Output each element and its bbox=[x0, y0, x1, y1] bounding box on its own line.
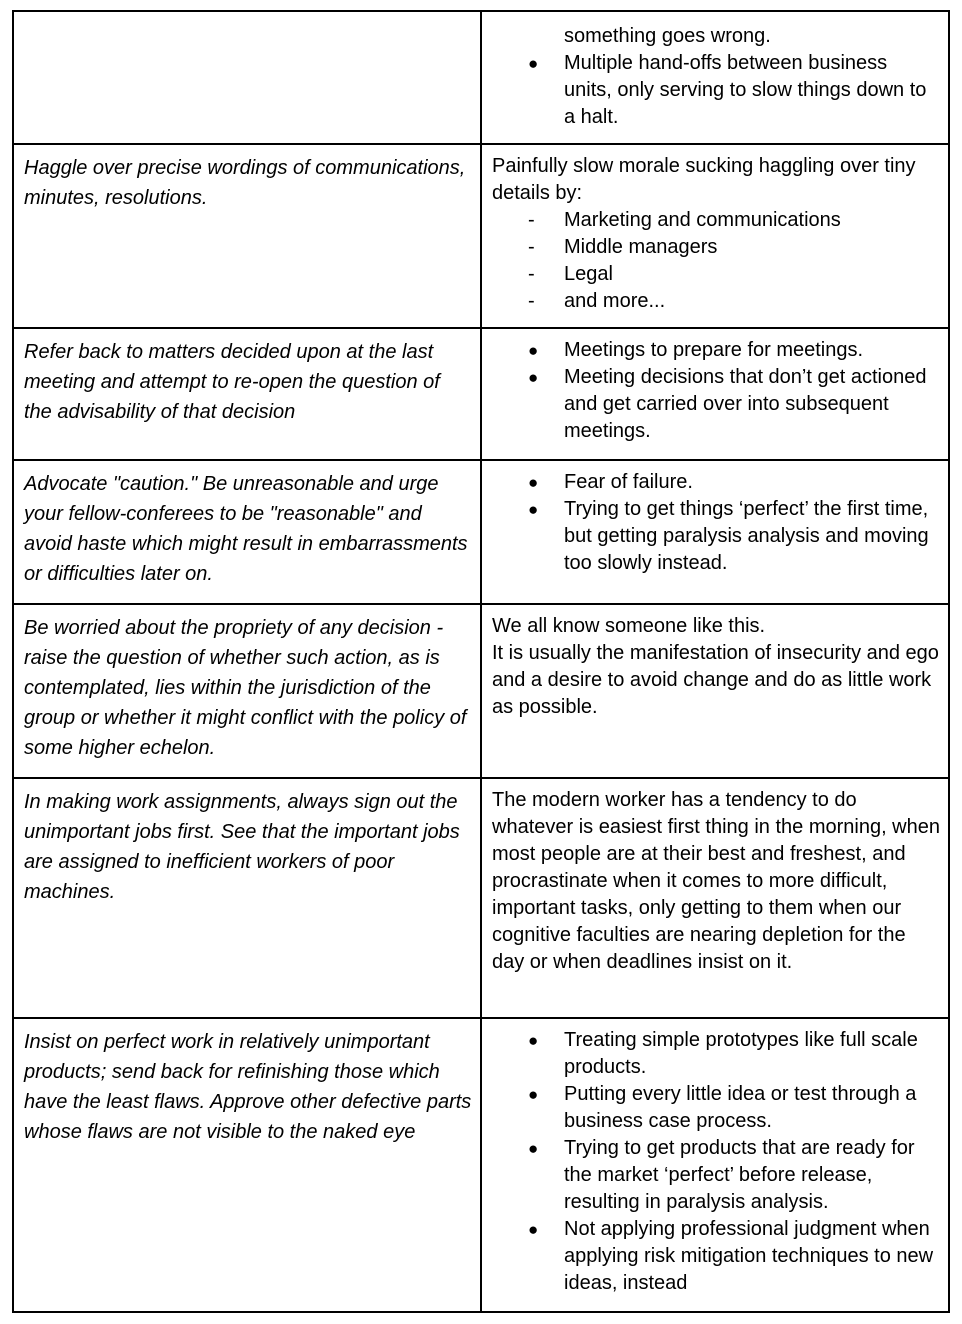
bullet-icon: ● bbox=[528, 54, 539, 73]
left-cell bbox=[13, 11, 481, 144]
left-text: In making work assignments, always sign out the unimportant jobs first. See that the important jobs are assigned to inefficient workers of poor machines. bbox=[24, 791, 460, 903]
list-item-text: Not applying professional judgment when applying risk mitigation techniques to new ideas, instead bbox=[564, 1218, 934, 1294]
list-item-text: Meeting decisions that don’t get actioned and get carried over into subsequent meetings. bbox=[564, 366, 927, 442]
right-line: We all know someone like this. bbox=[492, 615, 766, 637]
bullet-icon: ● bbox=[528, 473, 539, 492]
list-item-text: Putting every little idea or test through a business case process. bbox=[564, 1083, 917, 1132]
right-cell bbox=[481, 144, 949, 328]
bullet-list bbox=[492, 23, 940, 131]
bullet-icon: ● bbox=[528, 1139, 539, 1158]
bullet-list bbox=[492, 337, 940, 445]
list-item-text: Trying to get things ‘perfect’ the first time, but getting paralysis analysis and moving too slowly instead. bbox=[564, 498, 929, 574]
bullet-icon: ● bbox=[528, 341, 539, 360]
list-item-text: Legal bbox=[564, 263, 613, 285]
right-cell bbox=[481, 11, 949, 144]
left-cell bbox=[13, 328, 481, 460]
dash-icon: - bbox=[528, 263, 535, 285]
list-item bbox=[492, 23, 940, 50]
list-item-text: Marketing and communications bbox=[564, 209, 841, 231]
list-item bbox=[492, 1081, 940, 1135]
table-row bbox=[13, 144, 949, 328]
list-item bbox=[492, 234, 940, 261]
table-row bbox=[13, 11, 949, 144]
left-cell bbox=[13, 604, 481, 778]
left-cell bbox=[13, 778, 481, 1018]
bullet-icon: ● bbox=[528, 500, 539, 519]
left-text: Be worried about the propriety of any decision - raise the question of whether such action, as is contemplated, lies within the jurisdiction of the group or whether it might conflict with the policy of some higher echelon. bbox=[24, 617, 467, 759]
right-cell bbox=[481, 604, 949, 778]
list-item bbox=[492, 207, 940, 234]
list-item bbox=[492, 1135, 940, 1216]
right-cell bbox=[481, 460, 949, 604]
list-item-text: Meetings to prepare for meetings. bbox=[564, 339, 864, 361]
left-cell bbox=[13, 1018, 481, 1312]
list-item bbox=[492, 496, 940, 577]
list-item bbox=[492, 1027, 940, 1081]
right-intro: Painfully slow morale sucking haggling over tiny details by: bbox=[492, 155, 916, 204]
right-cell bbox=[481, 778, 949, 1018]
list-item-text: Multiple hand-offs between business units, only serving to slow things down to a halt. bbox=[564, 52, 927, 128]
bullet-icon: ● bbox=[528, 368, 539, 387]
list-item bbox=[492, 337, 940, 364]
table-row bbox=[13, 778, 949, 1018]
list-item bbox=[492, 288, 940, 315]
list-item-text: and more... bbox=[564, 290, 666, 312]
table-row bbox=[13, 460, 949, 604]
dash-icon: - bbox=[528, 209, 535, 231]
list-item-text: Treating simple prototypes like full scale products. bbox=[564, 1029, 918, 1078]
dash-list bbox=[492, 207, 940, 315]
table-row bbox=[13, 604, 949, 778]
table-row bbox=[13, 1018, 949, 1312]
dash-icon: - bbox=[528, 236, 535, 258]
list-item bbox=[492, 1216, 940, 1297]
left-text: Insist on perfect work in relatively unimportant products; send back for refinishing those which have the least flaws. Approve other defective parts whose flaws are not visible to the naked eye bbox=[24, 1031, 472, 1143]
right-line: The modern worker has a tendency to do whatever is easiest first thing in the morning, when most people are at their best and freshest, and procrastinate when it comes to more difficult, important tasks, only getting to them when our cognitive faculties are nearing depletion for the day or when deadlines insist on it. bbox=[492, 789, 940, 973]
list-item-text: Middle managers bbox=[564, 236, 718, 258]
left-text: Haggle over precise wordings of communications, minutes, resolutions. bbox=[24, 157, 466, 209]
table-row bbox=[13, 328, 949, 460]
list-item-text: something goes wrong. bbox=[564, 25, 771, 47]
right-cell bbox=[481, 328, 949, 460]
list-item bbox=[492, 469, 940, 496]
bullet-icon: ● bbox=[528, 1031, 539, 1050]
left-cell bbox=[13, 460, 481, 604]
left-cell bbox=[13, 144, 481, 328]
right-cell bbox=[481, 1018, 949, 1312]
list-item bbox=[492, 261, 940, 288]
list-item bbox=[492, 50, 940, 131]
bullet-list bbox=[492, 1027, 940, 1297]
right-line: It is usually the manifestation of insecurity and ego and a desire to avoid change and do as little work as possible. bbox=[492, 642, 939, 718]
document-table bbox=[12, 10, 950, 1313]
left-text: Refer back to matters decided upon at the last meeting and attempt to re-open the question of the advisability of that decision bbox=[24, 341, 440, 423]
list-item bbox=[492, 364, 940, 445]
left-text: Advocate "caution." Be unreasonable and urge your fellow-conferees to be "reasonable" and avoid haste which might result in embarrassments or difficulties later on. bbox=[24, 473, 468, 585]
list-item-text: Fear of failure. bbox=[564, 471, 693, 493]
list-item-text: Trying to get products that are ready for the market ‘perfect’ before release, resulting in paralysis analysis. bbox=[564, 1137, 915, 1213]
bullet-icon: ● bbox=[528, 1085, 539, 1104]
bullet-icon: ● bbox=[528, 1220, 539, 1239]
bullet-list bbox=[492, 469, 940, 577]
dash-icon: - bbox=[528, 290, 535, 312]
